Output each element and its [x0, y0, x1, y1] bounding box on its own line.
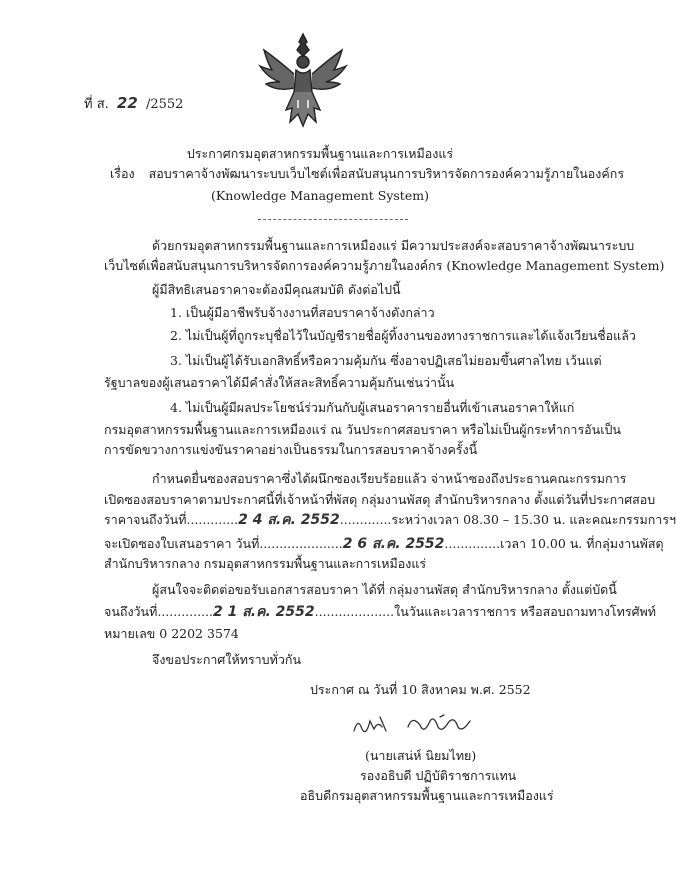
subject-text: สอบราคาจ้างพัฒนาระบบเว็บไซต์เพื่อสนับสนุนการบริหารจัดการองค์ความรู้ภายในองค์กร [148, 166, 625, 181]
documents-line-2: จนถึงวันที่..............2 1 ส.ค. 2552....................ในวันและเวลาราชการ หรือสอบถามทางโทรศัพท์ [104, 604, 657, 620]
subject-label: เรื่อง [110, 166, 135, 181]
qualifications-heading: ผู้มีสิทธิเสนอราคาจะต้องมีคุณสมบัติ ดังต่อไปนี้ [152, 282, 401, 297]
submission-time: ระหว่างเวลา 08.30 – 15.30 น. และคณะกรรมการฯ [391, 512, 676, 527]
doc-number-value: 22 [116, 94, 138, 112]
schedule-line-2: เปิดซองสอบราคาตามประกาศนี้ที่เจ้าหน้าที่พัสดุ กลุ่มงานพัสดุ สำนักบริหารกลาง ตั้งแต่วันที่ประกาศสอบ [104, 492, 656, 507]
qualification-item-2: 2. ไม่เป็นผู้ที่ถูกระบุชื่อไว้ในบัญชีรายชื่อผู้ทิ้งงานของทางราชการและได้แจ้งเวียนชื่อแล้ว [170, 328, 636, 343]
header-divider [258, 219, 408, 220]
doc-number-year: /2552 [145, 97, 184, 112]
opening-date-label: จะเปิดซองใบเสนอราคา วันที่ [104, 536, 260, 551]
qualification-item-3: 3. ไม่เป็นผู้ได้รับเอกสิทธิ์หรือความคุ้มกัน ซึ่งอาจปฏิเสธไม่ยอมขึ้นศาลไทย เว้นแต่ [170, 353, 602, 368]
signatory-position-1: รองอธิบดี ปฏิบัติราชการแทน [360, 768, 517, 783]
submission-deadline-date: 2 4 ส.ค. 2552 [238, 512, 340, 528]
subject-line [110, 166, 624, 181]
schedule-line-1: กำหนดยื่นซองสอบราคาซึ่งได้ผนึกซองเรียบร้อยแล้ว จ่าหน้าซองถึงประธานคณะกรรมการ [152, 471, 627, 486]
schedule-line-4: จะเปิดซองใบเสนอราคา วันที่.....................2 6 ส.ค. 2552..............เวลา 10.00 น. ที่กลุ่มงานพัสดุ [104, 536, 664, 552]
intro-line-1: ด้วยกรมอุตสาหกรรมพื้นฐานและการเหมืองแร่ มีความประสงค์จะสอบราคาจ้างพัฒนาระบบ [152, 238, 635, 253]
qualification-item-4: 4. ไม่เป็นผู้มีผลประโยชน์ร่วมกันกับผู้เสนอราคารายอื่นที่เข้าเสนอราคาให้แก่ [170, 400, 575, 415]
subject-english: (Knowledge Management System) [211, 188, 429, 203]
closing-statement: จึงขอประกาศให้ทราบทั่วกัน [152, 652, 301, 667]
opening-time: เวลา 10.00 น. ที่กลุ่มงานพัสดุ [500, 536, 664, 551]
documents-deadline-label: จนถึงวันที่ [104, 604, 158, 619]
documents-line-1: ผู้สนใจจะติดต่อขอรับเอกสารสอบราคา ได้ที่ กลุ่มงานพัสดุ สำนักบริหารกลาง ตั้งแต่บัดนี้ [152, 582, 617, 597]
submission-deadline-label: ราคาจนถึงวันที่ [104, 512, 187, 527]
phone-number: หมายเลข 0 2202 3574 [104, 626, 239, 641]
signatory-position-2: อธิบดีกรมอุตสาหกรรมพื้นฐานและการเหมืองแร่ [300, 788, 554, 803]
opening-date: 2 6 ส.ค. 2552 [342, 536, 445, 552]
qualification-item-1: 1. เป็นผู้มีอาชีพรับจ้างงานที่สอบราคาจ้างดังกล่าว [170, 305, 435, 320]
handwritten-signature [350, 707, 480, 743]
signatory-name: (นายเสน่ห์ นิยมไทย) [365, 748, 477, 763]
announcement-title: ประกาศกรมอุตสาหกรรมพื้นฐานและการเหมืองแร่ [186, 146, 454, 161]
intro-line-2: เว็บไซต์เพื่อสนับสนุนการบริหารจัดการองค์ความรู้ภายในองค์กร (Knowledge Management System) [104, 258, 665, 273]
garuda-emblem-icon [258, 30, 348, 130]
qualification-item-4-cont-2: การขัดขวางการแข่งขันราคาอย่างเป็นธรรมในการสอบราคาจ้างครั้งนี้ [104, 442, 478, 457]
doc-number [84, 94, 183, 113]
qualification-item-4-cont-1: กรมอุตสาหกรรมพื้นฐานและการเหมืองแร่ ณ วันประกาศสอบราคา หรือไม่เป็นผู้กระทำการอันเป็น [104, 422, 621, 437]
qualification-item-3-cont: รัฐบาลของผู้เสนอราคาได้มีคำสั่งให้สละสิทธิ์ความคุ้มกันเช่นว่านั้น [104, 375, 455, 390]
documents-deadline-date: 2 1 ส.ค. 2552 [213, 604, 315, 620]
doc-number-prefix: ที่ ส. [84, 97, 109, 112]
announcement-date: ประกาศ ณ วันที่ 10 สิงหาคม พ.ศ. 2552 [310, 682, 531, 697]
schedule-line-5: สำนักบริหารกลาง กรมอุตสาหกรรมพื้นฐานและการเหมืองแร่ [104, 556, 427, 571]
schedule-line-3: ราคาจนถึงวันที่.............2 4 ส.ค. 2552.............ระหว่างเวลา 08.30 – 15.30 น. และคณะกรรมการฯ [104, 512, 676, 528]
documents-hours: ในวันและเวลาราชการ หรือสอบถามทางโทรศัพท์ [394, 604, 657, 619]
